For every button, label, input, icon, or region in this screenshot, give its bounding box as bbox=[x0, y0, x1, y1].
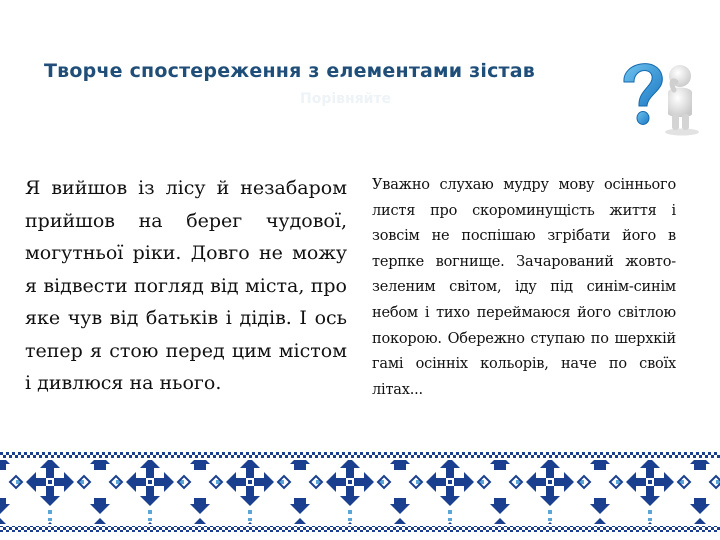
left-paragraph: Я вийшов із лісу й незабаром прийшов на берег чудової, могутньої ріки. Довго не можу я відвести погляд від міста, про яке чув від батьків і дідів. І ось тепер я стою перед цим містом і дивлюся на нього. bbox=[25, 177, 347, 394]
question-mark-person-icon bbox=[610, 52, 702, 138]
slide-subtitle: Порівняйте bbox=[300, 91, 392, 107]
embroidery-ornament bbox=[0, 452, 720, 540]
slide-title: Творче спостереження з елементами зістав bbox=[44, 60, 535, 82]
right-paragraph: Уважно слухаю мудру мову осіннього листя про скороминущість життя і зовсім не поспішаю згрібати його в терпке вогнище. Зачарований жовто-зеленим світом, іду під синім-синім небом і тихо переймаюся його світлою покорою. Обережно ступаю по шерхкій гамі осінніх кольорів, наче по своїх літах... bbox=[372, 177, 676, 398]
